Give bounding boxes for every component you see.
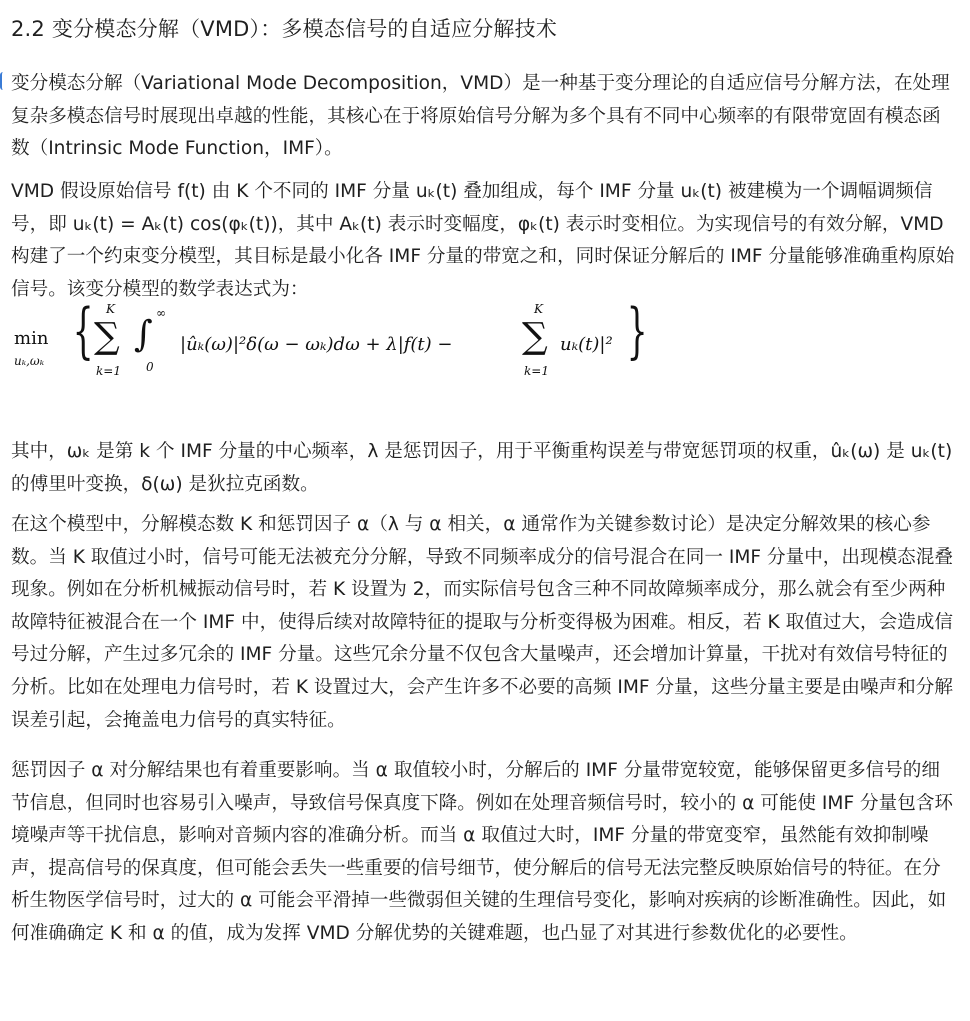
sum2-upper-limit: K xyxy=(534,302,543,316)
paragraph-parameters[interactable]: 在这个模型中，分解模态数 K 和惩罚因子 α（λ 与 α 相关，α 通常作为关键参数讨论）是决定分解效果的核心参数。当 K 取值过小时，信号可能无法被充分分解，导致不同频率成分的信号混合在同一 IMF 分量中，出现模态混叠现象。例如在分析机械振动信号时，若 K 设置为 2，而实际信号包含三种不同故障频率成分，那么就会有至少两种故障特征被混合在一个 IMF 中，使得后续对故障特征的提取与分析变得极为困难。相反，若 K 取值过大，会造成信号过分解，产生过多冗余的 IMF 分量。这些冗余分量不仅包含大量噪声，还会增加计算量，干扰对有效信号特征的分析。比如在处理电力信号时，若 K 设置过大，会产生许多不必要的高频 IMF 分量，这些分量主要是由噪声和分解误差引起，会掩盖电力信号的真实特征。 xyxy=(11,514,953,731)
sum2-lower-limit: k=1 xyxy=(524,364,549,378)
paragraph-penalty[interactable]: 惩罚因子 α 对分解结果也有着重要影响。当 α 取值较小时，分解后的 IMF 分量带宽较宽，能够保留更多信号的细节信息，但同时也容易引入噪声，导致信号保真度下降。例如在处理音频信号时，较小的 α 可能使 IMF 分量包含环境噪声等干扰信息，影响对音频内容的准确分析。而当 α 取值过大时，IMF 分量的带宽变窄，虽然能有效抑制噪声，提高信号的保真度，但可能会丢失一些重要的信号细节，使分解后的信号无法完整反映原始信号的特征。在分析生物医学信号时，过大的 α 可能会平滑掉一些微弱但关键的生理信号变化，影响对疾病的诊断准确性。因此，如何准确确定 K 和 α 的值，成为发挥 VMD 分解优势的关键难题，也凸显了对其进行参数优化的必要性。 xyxy=(11,760,954,944)
min-subscript: uₖ,ωₖ xyxy=(14,354,45,368)
right-brace: } xyxy=(626,296,648,366)
formula-integrand: |ûₖ(ω)|²δ(ω − ωₖ)dω + λ|f(t) − xyxy=(180,334,453,355)
sum-upper-limit: K xyxy=(106,302,115,316)
min-operator: min xyxy=(14,328,49,349)
paragraph-where[interactable]: 其中，ωₖ 是第 k 个 IMF 分量的中心频率，λ 是惩罚因子，用于平衡重构误差与带宽惩罚项的权重，ûₖ(ω) 是 uₖ(t) 的傅里叶变换，δ(ω) 是狄拉克函数。 xyxy=(11,441,959,495)
integral-upper-limit: ∞ xyxy=(156,306,166,320)
sum-symbol: ∑ xyxy=(94,316,120,357)
paragraph-intro[interactable]: 变分模态分解（Variational Mode Decomposition，VMD）是一种基于变分理论的自适应信号分解方法，在处理复杂多模态信号时展现出卓越的性能，其核心在于将原始信号分解为多个具有不同中心频率的有限带宽固有模态函数（Intrinsic Mode Function，IMF）。 xyxy=(11,73,950,160)
section-heading: 2.2 变分模态分解（VMD）：多模态信号的自适应分解技术 xyxy=(11,17,558,41)
left-brace: { xyxy=(72,296,94,366)
vmd-objective-formula xyxy=(14,296,654,384)
paragraph-model[interactable]: VMD 假设原始信号 f(t) 由 K 个不同的 IMF 分量 uₖ(t) 叠加组成，每个 IMF 分量 uₖ(t) 被建模为一个调幅调频信号，即 uₖ(t) = Aₖ(t) cos(φₖ(t))，其中 Aₖ(t) 表示时变幅度，φₖ(t) 表示时变相位。为实现信号的有效分解，VMD 构建了一个约束变分模型，其目标是最小化各 IMF 分量的带宽之和，同时保证分解后的 IMF 分量能够准确重构原始信号。该变分模型的数学表达式为： xyxy=(11,181,955,300)
sum2-symbol: ∑ xyxy=(522,316,548,357)
text-cursor-marker xyxy=(0,72,5,90)
integral-lower-limit: 0 xyxy=(146,360,154,374)
integral-symbol: ∫ xyxy=(134,314,153,355)
formula-tail: uₖ(t)|² xyxy=(560,334,613,355)
sum-lower-limit: k=1 xyxy=(96,364,121,378)
